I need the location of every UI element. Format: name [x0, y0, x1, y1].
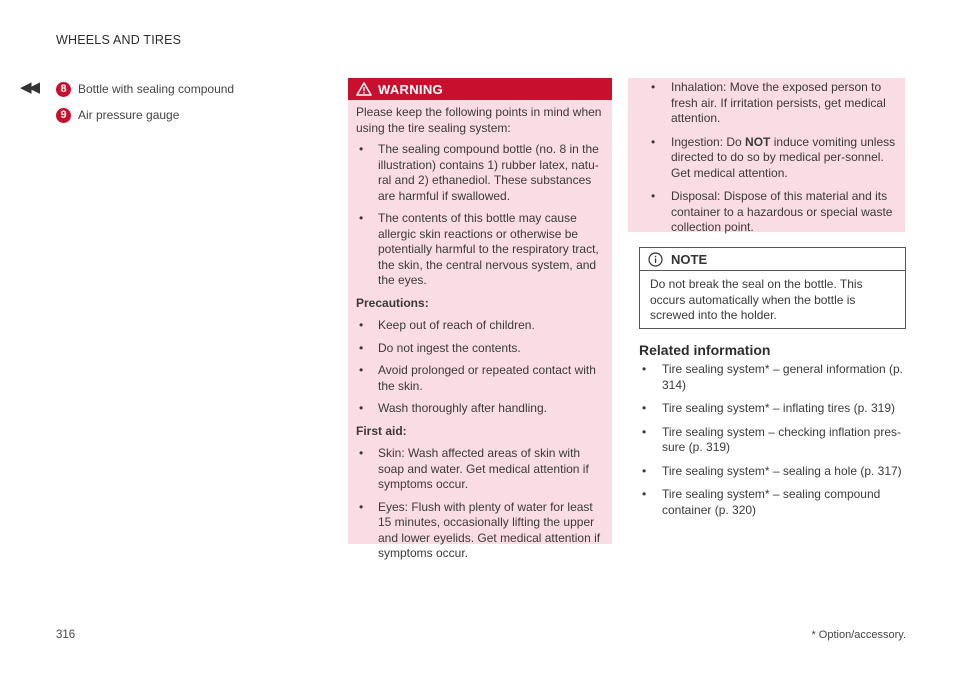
- warning-title: WARNING: [378, 81, 443, 97]
- list-item: • Do not ingest the contents.: [356, 341, 604, 357]
- info-icon: [648, 252, 663, 267]
- warning-intro: Please keep the following points in mind when using the tire sealing system:: [356, 105, 602, 135]
- list-item: • Inhalation: Move the exposed person to fresh air. If irritation persists, get medical attention.: [628, 80, 897, 127]
- list-item: • The contents of this bottle may cause allergic skin reactions or otherwise be potentially harmful to the respiratory tract, the skin, the central nervous system, and the eyes.: [356, 211, 604, 289]
- section-title: WHEELS AND TIRES: [56, 33, 182, 47]
- page-number: 316: [56, 629, 76, 641]
- first-aid-list-continued: [628, 80, 905, 236]
- related-link[interactable]: • Tire sealing system* – sealing compound container (p. 320): [639, 487, 909, 518]
- footnote: * Option/accessory.: [811, 629, 906, 641]
- legend-item: [56, 102, 234, 128]
- number-badge: 8: [56, 82, 71, 97]
- note-text: Do not break the seal on the bottle. This occurs automatically when the bottle is screwed into the holder.: [650, 277, 863, 322]
- list-item: [628, 135, 897, 182]
- list-item: • Eyes: Flush with plenty of water for least 15 minutes, occasionally lifting the upper and lower eyelids. Get medical attention if symptoms occur.: [356, 500, 604, 562]
- legend-label: Bottle with sealing compound: [78, 82, 235, 96]
- warning-points: [356, 142, 604, 289]
- number-badge: 9: [56, 108, 71, 123]
- note-title: NOTE: [671, 251, 708, 267]
- ingestion-suffix: induce vomiting unless directed to do so by medical per-sonnel. Get medical attention.: [671, 134, 896, 180]
- list-item: • Disposal: Dispose of this material and its container to a hazardous or special waste collection point.: [628, 189, 897, 236]
- ingestion-emphasis: NOT: [745, 134, 771, 149]
- list-item: • Avoid prolonged or repeated contact with the skin.: [356, 363, 604, 394]
- related-link[interactable]: • Tire sealing system* – sealing a hole (p. 317): [639, 464, 909, 480]
- related-link[interactable]: • Tire sealing system* – inflating tires (p. 319): [639, 401, 909, 417]
- note-header: [640, 248, 905, 271]
- list-item: • Keep out of reach of children.: [356, 318, 604, 334]
- warning-header: [348, 78, 612, 100]
- related-link[interactable]: • Tire sealing system* – general information (p. 314): [639, 362, 909, 393]
- first-aid-list: [356, 446, 604, 562]
- related-information: [639, 342, 909, 526]
- related-heading: Related information: [639, 342, 771, 358]
- list-item: • The sealing compound bottle (no. 8 in the illustration) contains 1) rubber latex, natu-ral and 2) ethanediol. These substances are harmful if swallowed.: [356, 142, 604, 204]
- related-link[interactable]: • Tire sealing system – checking inflation pres-sure (p. 319): [639, 425, 909, 456]
- precautions-heading: Precautions:: [356, 295, 429, 310]
- warning-continued-box: [628, 78, 905, 232]
- legend-item: [56, 76, 234, 102]
- warning-triangle-icon: [356, 82, 372, 96]
- back-arrows-icon[interactable]: ◀◀: [20, 79, 38, 96]
- ingestion-prefix: Ingestion: Do: [671, 134, 746, 149]
- related-links: [639, 362, 909, 518]
- first-aid-heading: First aid:: [356, 423, 407, 438]
- legend: [56, 76, 234, 128]
- note-box: [639, 247, 906, 329]
- legend-label: Air pressure gauge: [78, 108, 180, 122]
- list-item: • Wash thoroughly after handling.: [356, 401, 604, 417]
- precautions-list: [356, 318, 604, 417]
- list-item: • Skin: Wash affected areas of skin with soap and water. Get medical attention if symptoms occur.: [356, 446, 604, 493]
- warning-box: [348, 78, 612, 560]
